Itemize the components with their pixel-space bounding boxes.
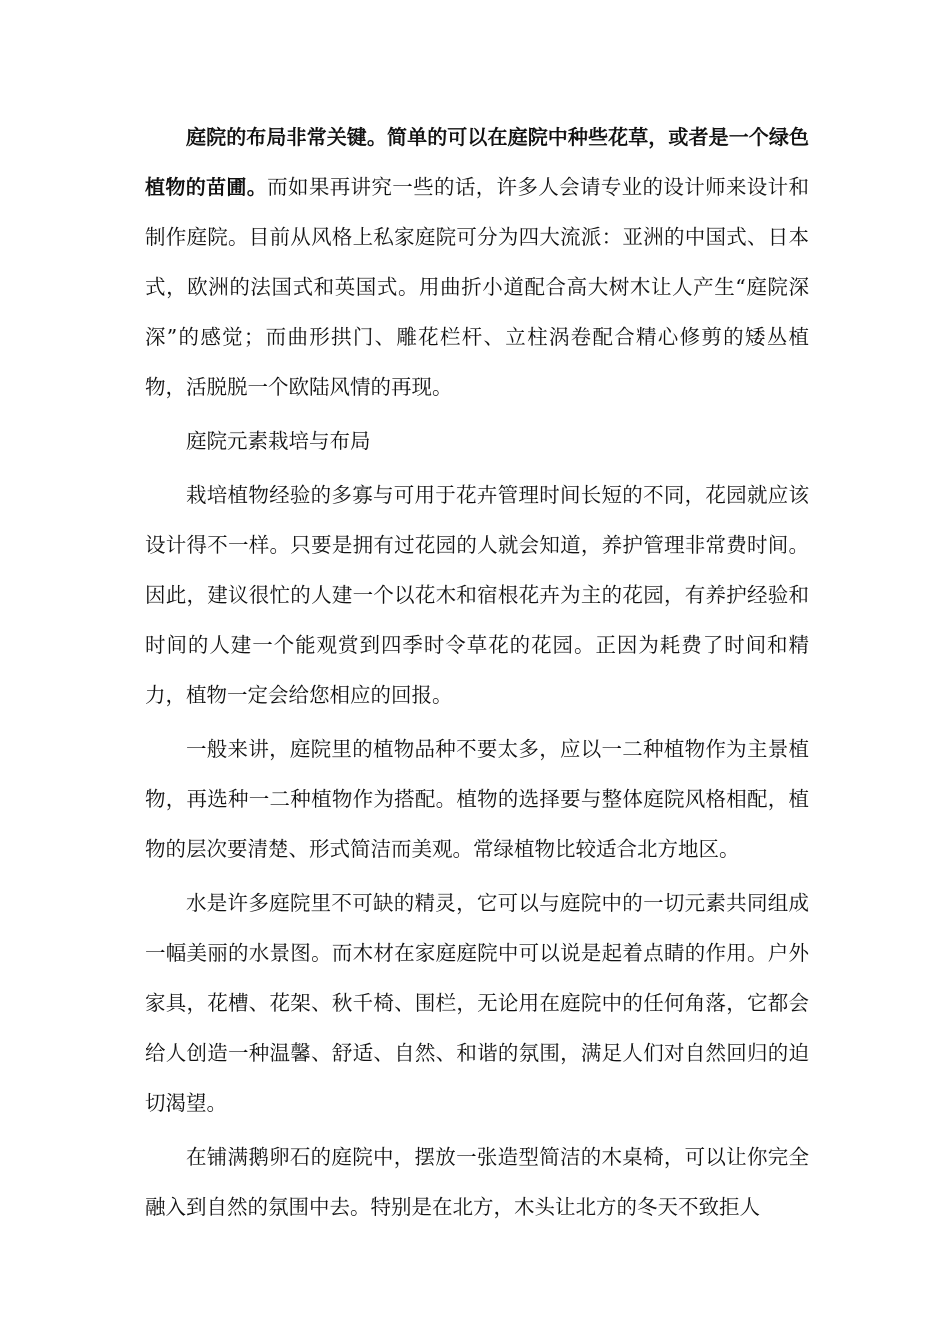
paragraph-water-wood: 水是许多庭院里不可缺的精灵，它可以与庭院中的一切元素共同组成一幅美丽的水景图。而木材在家庭庭院中可以说是起着点睛的作用。户外家具，花槽、花架、秋千椅、围栏，无论用在庭院中的任何角落，它都会给人创造一种温馨、舒适、自然、和谐的氛围，满足人们对自然回归的迫切渴望。: [145, 891, 809, 1115]
paragraph-layout-intro: [145, 112, 809, 412]
document-page: [145, 112, 809, 1236]
paragraph-text: 而如果再讲究一些的话，许多人会请专业的设计师来设计和制作庭院。目前从风格上私家庭院可分为四大流派：亚洲的中国式、日本式，欧洲的法国式和英国式。用曲折小道配合高大树木让人产生“庭院深深”的感觉；而曲形拱门、雕花栏杆、立柱涡卷配合精心修剪的矮丛植物，活脱脱一个欧陆风情的再现。: [145, 175, 810, 399]
paragraph-cultivation: 栽培植物经验的多寡与可用于花卉管理时间长短的不同，花园就应该设计得不一样。只要是拥有过花园的人就会知道，养护管理非常费时间。因此，建议很忙的人建一个以花木和宿根花卉为主的花园，有养护经验和时间的人建一个能观赏到四季时令草花的花园。正因为耗费了时间和精力，植物一定会给您相应的回报。: [145, 483, 809, 707]
paragraph-lead-bold: 庭院的布局非常关键。简单的可以在庭院中种些花草，或者是一个绿色植物的苗圃。: [145, 125, 809, 199]
paragraph-pebble-courtyard: 在铺满鹅卵石的庭院中，摆放一张造型简洁的木桌椅，可以让你完全融入到自然的氛围中去。特别是在北方，木头让北方的冬天不致拒人: [145, 1145, 809, 1219]
section-heading: 庭院元素栽培与布局: [186, 429, 371, 453]
paragraph-plant-selection: 一般来讲，庭院里的植物品种不要太多，应以一二种植物作为主景植物，再选种一二种植物作为搭配。植物的选择要与整体庭院风格相配，植物的层次要清楚、形式简洁而美观。常绿植物比较适合北方地区。: [145, 737, 809, 861]
